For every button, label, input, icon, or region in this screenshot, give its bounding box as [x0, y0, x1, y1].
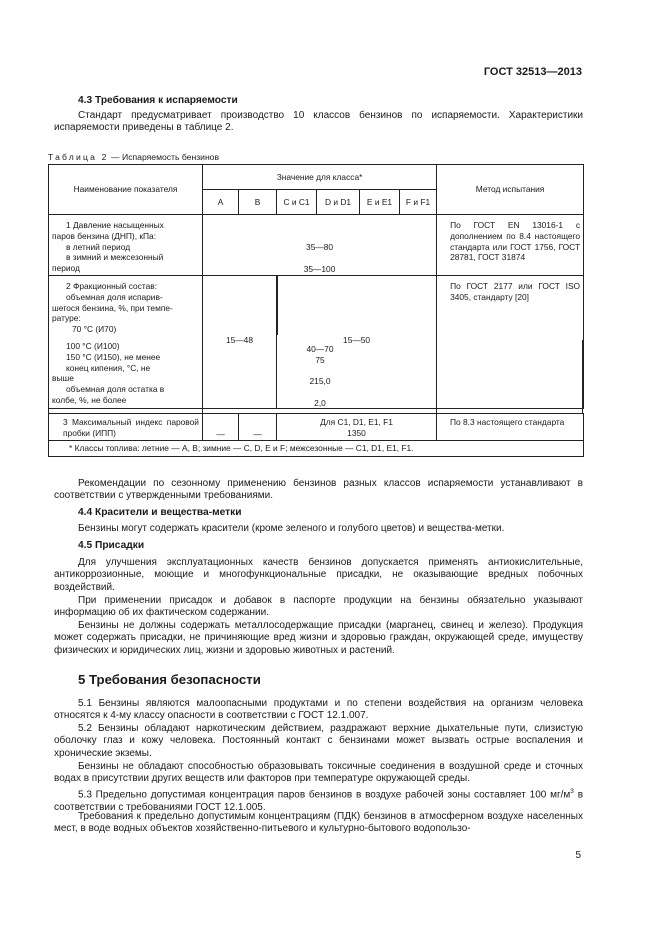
row2-name — [49, 275, 203, 408]
section-5-3-text: 5.3 Предельно допустимая концентрация паров бензинов в воздухе рабочей зоны составляет 100 мг/м — [78, 789, 571, 801]
row2-lower-values — [205, 344, 435, 409]
section-5-1-paragraph: 5.1 Бензины являются малоопасными продуктами и по степени воздействия на организм человека относятся к 4-му классу опасности в соответствии с ГОСТ 12.1.007. — [54, 698, 583, 722]
row3-a-value: — — [203, 414, 239, 441]
row1-method: По ГОСТ EN 13016-1 с дополнением по 8.4 настоящего стандарта или ГОСТ 1756, ГОСТ 28781, ГОСТ 31874 — [437, 215, 584, 276]
col-header-method: Метод испытания — [437, 165, 584, 215]
row2-name-line: колбе, %, не более — [52, 394, 127, 405]
document-code: ГОСТ 32513—2013 — [483, 66, 582, 78]
paragraph-after-table: Рекомендации по сезонному применению бензинов разных классов испаряемости устанавливают в соответствии с утвержденными требованиями. — [54, 478, 583, 502]
row1-summer-value: 35—80 — [306, 242, 334, 252]
row2-name-line: выше — [52, 373, 74, 384]
row3-rest-value — [277, 414, 437, 441]
table-row — [49, 414, 584, 441]
row2-ab-value: 15—48 — [203, 275, 277, 408]
row2-name-line: 2 Фракционный состав: — [66, 280, 158, 291]
col-header-class: A — [203, 190, 239, 215]
table-row — [49, 215, 584, 276]
section-4-5-paragraph-3: Бензины не должны содержать металлосодержащие присадки (марганец, свинец и железо). Продукция может содержать присадки, не причиняющие вред жизни и здоровью граждан, окружающей среде, имуществу физических и юридических лиц, жизни и здоровью животных и растений. — [54, 620, 583, 656]
row3-name: 3 Максимальный индекс паровой пробки (ИПП) — [49, 414, 203, 441]
col-header-class: D и D1 — [317, 190, 360, 215]
section-5-3-text-end: в соответствии с требованиями ГОСТ 12.1.005. — [54, 789, 584, 813]
row2-name-line: шегося бензина, %, при темпе- — [52, 302, 173, 313]
row2-name-line: объемная доля испарив- — [66, 291, 163, 302]
row2-gap — [205, 366, 435, 377]
row2-150-value: 75 — [315, 354, 325, 365]
row3-method: По 8.3 настоящего стандарта — [437, 414, 584, 441]
table-footnote: * Классы топлива: летние — A, B; зимние — C, D, E и F; межсезонные — C1, D1, E1, F1. — [49, 441, 584, 457]
row2-name-line: 100 °С (И100) — [66, 340, 120, 351]
table-footnote-row — [49, 441, 584, 457]
section-4-5-paragraph-2: При применении присадок и добавок в паспорте продукции на бензины обязательно указывают информацию об их фактическом содержании. — [54, 595, 583, 619]
table-caption-text: — Испаряемость бензинов — [108, 152, 220, 162]
section-4-3-title: 4.3 Требования к испаряемости — [78, 95, 238, 106]
row1-gap — [206, 253, 433, 264]
row2-gap — [205, 387, 435, 398]
section-5-2-paragraph: 5.2 Бензины обладают наркотическим действием, раздражают верхние дыхательные пути, слизистую оболочку глаз и кожу человека. Постоянный контакт с бензинами может вызвать острые воспаления и хронические экземы. — [54, 723, 583, 759]
row1-name — [49, 215, 203, 276]
row3-rest-line: Для C1, D1, E1, F1 — [320, 417, 393, 427]
row2-name-line: ратуре: — [52, 313, 81, 324]
row2-name-line: 70 °С (И70) — [72, 324, 117, 335]
col-header-class: F и F1 — [400, 190, 437, 215]
page-number: 5 — [575, 850, 581, 861]
row2-split-line — [277, 276, 278, 335]
table-caption-prefix: Таблица 2 — [48, 152, 109, 162]
section-5-3-paragraph — [54, 786, 583, 814]
row2-name-line: объемная доля остатка в — [66, 384, 165, 395]
section-5-2-paragraph-cont: Бензины не обладают способностью образовывать токсичные соединения в воздушной среде и сточных водах в присутствии других веществ или факторов при температуре окружающей среды. — [54, 761, 583, 785]
section-4-3-paragraph: Стандарт предусматривает производство 10 классов бензинов по испаряемости. Характеристики испаряемости приведены в таблице 2. — [54, 110, 583, 134]
section-4-5-paragraph-1: Для улучшения эксплуатационных качеств бензинов допускается применять антиокислительные, антикоррозионные, моющие и многофункциональные присадки, не оказывающие вредных побочных воздействий. — [54, 557, 583, 593]
section-4-5-title: 4.5 Присадки — [78, 540, 145, 551]
col-header-name: Наименование показателя — [49, 165, 203, 215]
table-caption — [48, 152, 219, 162]
row2-name-line: 150 °С (И150), не менее — [66, 351, 161, 362]
row1-values — [203, 215, 437, 276]
col-header-group: Значение для класса* — [203, 165, 437, 190]
row1-name-line: 1 Давление насыщенных — [66, 220, 164, 230]
section-5-3-paragraph-cont: Требования к предельно допустимым концентрациям (ПДК) бензинов в атмосферном воздухе населенных мест, в воде водных объектов хозяйственно-питьевого и культурно-бытового водопользо- — [54, 811, 583, 835]
volatility-table-row3 — [48, 413, 584, 457]
row2-method: По ГОСТ 2177 или ГОСТ ISO 3405, стандарту [20] — [437, 275, 584, 408]
row1-winter-value: 35—100 — [303, 263, 336, 274]
row1-name-line: в зимний и межсезонный — [66, 252, 164, 263]
row2-100-value: 40—70 — [306, 344, 334, 354]
row1-name-line: период — [52, 263, 80, 274]
section-4-4-title: 4.4 Красители и вещества-метки — [78, 507, 242, 518]
row2-end-value: 215,0 — [309, 376, 331, 387]
col-header-class: C и C1 — [277, 190, 317, 215]
section-4-4-paragraph: Бензины могут содержать красители (кроме зеленого и голубого цветов) и вещества-метки. — [78, 523, 505, 534]
row2-residue-value: 2,0 — [314, 397, 326, 408]
row2-70-rest-value: 15—50 — [343, 334, 371, 345]
section-5-3-superscript: 3 — [570, 788, 574, 795]
row2-name-line: конец кипения, °С, не — [66, 362, 151, 373]
row1-name-line: паров бензина (ДНП), кПа: — [52, 230, 157, 241]
col-header-class: E и E1 — [360, 190, 400, 215]
row3-rest-line: 1350 — [347, 427, 366, 438]
row1-name-line: в летний период — [66, 241, 131, 252]
col-header-class: B — [239, 190, 277, 215]
section-5-title: 5 Требования безопасности — [78, 672, 261, 687]
row3-b-value: — — [239, 414, 277, 441]
